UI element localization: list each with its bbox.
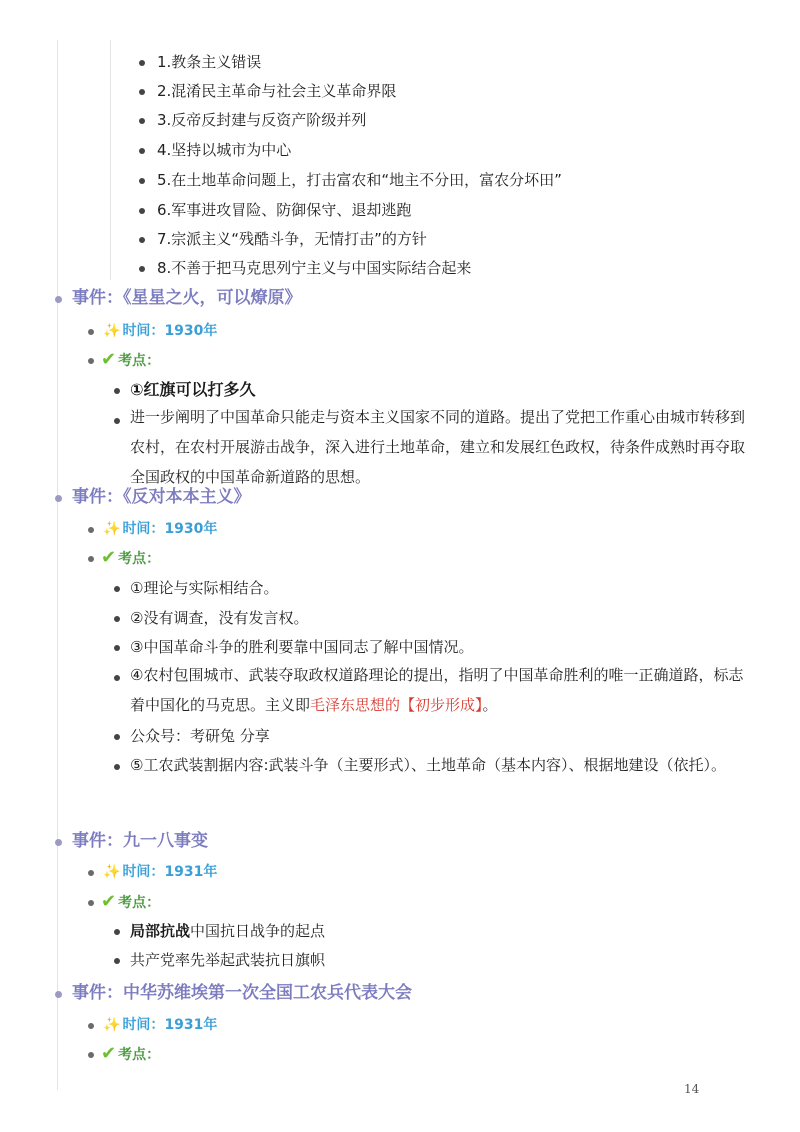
point-item: 共产党率先举起武装抗日旗帜: [130, 951, 326, 969]
event-kaodian: [101, 1039, 160, 1070]
kaodian-label: 考点：: [118, 551, 161, 567]
event-title: 事件：九一八事变: [72, 831, 208, 851]
bullet-icon: [114, 958, 120, 964]
highlight-text: 毛泽东思想的【初步形成】: [310, 696, 483, 714]
bullet-icon: [139, 178, 145, 184]
point-paragraph: 进一步阐明了中国革命只能走与资本主义国家不同的道路。提出了党把工作重心由城市转移到农村，在农村开展游击战争，深入进行土地革命，建立和发展红色政权，待条件成熟时再夺取全国政权的中国革命新道路的思想。: [130, 408, 746, 486]
bullet-icon: [139, 208, 145, 214]
check-icon: ✔: [101, 547, 117, 568]
check-icon: ✔: [101, 891, 117, 912]
point-paragraph: [130, 660, 745, 720]
list-item: 6.军事进攻冒险、防御保守、退却逃跑: [157, 201, 412, 219]
list-item: 2.混淆民主革命与社会主义革命界限: [157, 82, 397, 100]
event-time: [103, 857, 217, 887]
bullet-icon: [139, 60, 145, 66]
bullet-icon: [114, 645, 120, 651]
bullet-icon: [114, 734, 120, 740]
bullet-icon: [139, 148, 145, 154]
bullet-icon: [55, 495, 62, 502]
event-time: [103, 1010, 217, 1040]
point-paragraph: ⑤工农武装割据内容:武装斗争（主要形式）、土地革命（基本内容）、根据地建设（依托）。: [130, 756, 727, 774]
list-item: 3.反帝反封建与反资产阶级并列: [157, 111, 367, 129]
page-number: 14: [684, 1082, 700, 1096]
point-text: 。: [482, 696, 498, 714]
bullet-icon: [88, 527, 94, 533]
bullet-icon: [139, 266, 145, 272]
point-item: ①红旗可以打多久: [130, 380, 256, 399]
bullet-icon: [139, 237, 145, 243]
sparkle-icon: ✨: [103, 864, 121, 880]
time-value: 1931年: [164, 1017, 218, 1033]
event-title: 事件：《反对本本主义》: [72, 487, 251, 507]
indent-guide: [57, 40, 58, 1090]
event-kaodian: [101, 543, 160, 574]
list-item: 1.教条主义错误: [157, 53, 262, 71]
sparkle-icon: ✨: [103, 1017, 121, 1033]
point-item: ①理论与实际相结合。: [130, 579, 279, 597]
bullet-icon: [55, 991, 62, 998]
bullet-icon: [88, 1052, 94, 1058]
point-item: ②没有调查，没有发言权。: [130, 609, 309, 627]
point-text: ④农村包围城市、武装夺取政权道路理论的提出，指明了中国革命胜利的唯一正确道路，标志着中国化的马克思。主义即: [130, 666, 744, 714]
bullet-icon: [88, 870, 94, 876]
sparkle-icon: ✨: [103, 521, 121, 537]
list-item: 7.宗派主义“残酷斗争，无情打击”的方针: [157, 230, 427, 248]
check-icon: ✔: [101, 349, 117, 370]
time-label: 时间：: [122, 521, 165, 537]
event-kaodian: [101, 345, 160, 376]
time-value: 1930年: [164, 521, 218, 537]
list-item: 5.在土地革命问题上，打击富农和“地主不分田，富农分坏田”: [157, 171, 562, 189]
time-value: 1930年: [164, 323, 218, 339]
bullet-icon: [114, 764, 120, 770]
bullet-icon: [114, 418, 120, 424]
bullet-icon: [114, 388, 120, 394]
event-title: 事件：中华苏维埃第一次全国工农兵代表大会: [72, 983, 412, 1003]
point-item: ③中国革命斗争的胜利要靠中国同志了解中国情况。: [130, 638, 474, 656]
bullet-icon: [55, 296, 62, 303]
point-bold-text: 局部抗战: [130, 922, 191, 940]
event-time: [103, 316, 217, 346]
point-item: [130, 917, 325, 946]
bullet-icon: [139, 118, 145, 124]
point-item: 公众号：考研兔 分享: [130, 727, 270, 745]
sparkle-icon: ✨: [103, 323, 121, 339]
kaodian-label: 考点：: [118, 895, 161, 911]
event-title: 事件：《星星之火，可以燎原》: [72, 288, 302, 308]
event-time: [103, 514, 217, 544]
bullet-icon: [114, 586, 120, 592]
time-label: 时间：: [122, 323, 165, 339]
bullet-icon: [114, 929, 120, 935]
bullet-icon: [114, 675, 120, 681]
time-label: 时间：: [122, 864, 165, 880]
list-item: 4.坚持以城市为中心: [157, 141, 292, 159]
bullet-icon: [88, 1023, 94, 1029]
check-icon: ✔: [101, 1043, 117, 1064]
list-item: 8.不善于把马克思列宁主义与中国实际结合起来: [157, 259, 472, 277]
time-label: 时间：: [122, 1017, 165, 1033]
bullet-icon: [88, 329, 94, 335]
event-kaodian: [101, 887, 160, 918]
bullet-icon: [88, 900, 94, 906]
bullet-icon: [114, 616, 120, 622]
bullet-icon: [139, 89, 145, 95]
bullet-icon: [88, 358, 94, 364]
indent-guide: [110, 40, 111, 280]
kaodian-label: 考点：: [118, 353, 161, 369]
bullet-icon: [88, 556, 94, 562]
point-text: 中国抗日战争的起点: [190, 922, 326, 940]
time-value: 1931年: [164, 864, 218, 880]
bullet-icon: [55, 839, 62, 846]
kaodian-label: 考点：: [118, 1047, 161, 1063]
